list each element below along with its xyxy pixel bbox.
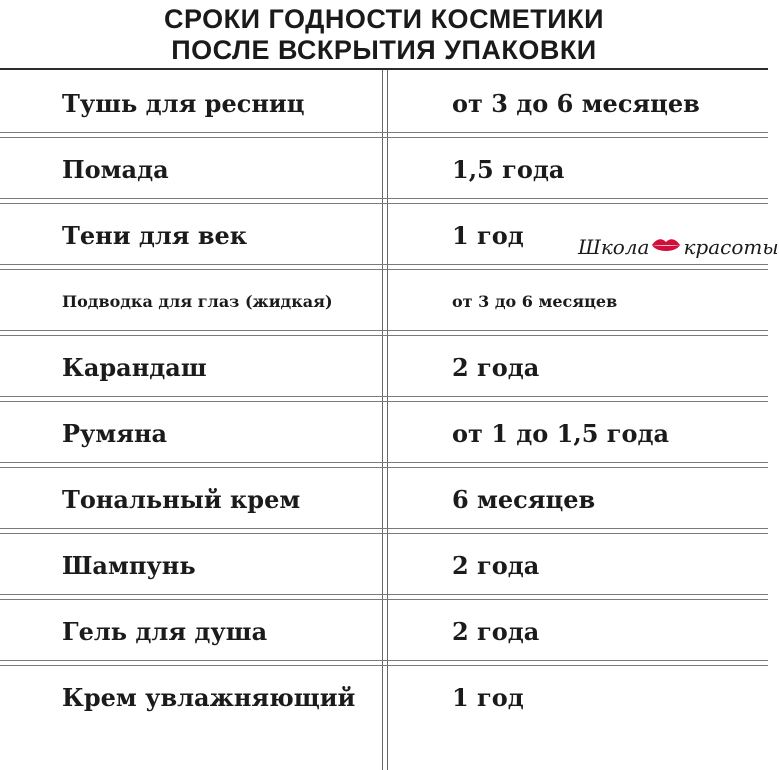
logo-text-beauty: красоты — [683, 235, 779, 259]
shelf-life-value: 6 месяцев — [452, 484, 596, 514]
shelf-life-value: от 3 до 6 месяцев — [452, 88, 700, 118]
title-line-1: СРОКИ ГОДНОСТИ КОСМЕТИКИ — [163, 4, 604, 34]
logo-text-school: Школа — [578, 235, 650, 259]
table-row — [0, 664, 768, 730]
shelf-life-value: 2 года — [452, 616, 540, 646]
product-name: Тушь для ресниц — [62, 88, 305, 118]
page-title — [0, 0, 768, 68]
table-row — [0, 532, 768, 598]
product-name: Шампунь — [62, 550, 196, 580]
table-row — [0, 400, 768, 466]
title-line-2: ПОСЛЕ ВСКРЫТИЯ УПАКОВКИ — [171, 35, 597, 65]
product-name: Помада — [62, 154, 169, 184]
table-row — [0, 70, 768, 136]
product-name: Гель для душа — [62, 616, 268, 646]
lips-icon — [651, 235, 681, 259]
shelf-life-value: от 3 до 6 месяцев — [452, 291, 618, 311]
shelf-life-value: 2 года — [452, 550, 540, 580]
table-row — [0, 268, 768, 334]
shelf-life-value: от 1 до 1,5 года — [452, 418, 670, 448]
product-name: Карандаш — [62, 352, 207, 382]
shelf-life-value: 1 год — [452, 682, 524, 712]
product-name: Тени для век — [62, 220, 248, 250]
shelf-life-value: 2 года — [452, 352, 540, 382]
shelf-life-value: 1,5 года — [452, 154, 565, 184]
product-name: Румяна — [62, 418, 168, 448]
table-row — [0, 136, 768, 202]
product-name: Тональный крем — [62, 484, 301, 514]
product-name: Подводка для глаз (жидкая) — [62, 291, 333, 311]
shelf-life-table — [0, 68, 768, 770]
shelf-life-value: 1 год — [452, 220, 524, 250]
table-row — [0, 598, 768, 664]
table-row — [0, 466, 768, 532]
product-name: Крем увлажняющий — [62, 682, 356, 712]
brand-logo — [578, 232, 779, 262]
table-row — [0, 334, 768, 400]
